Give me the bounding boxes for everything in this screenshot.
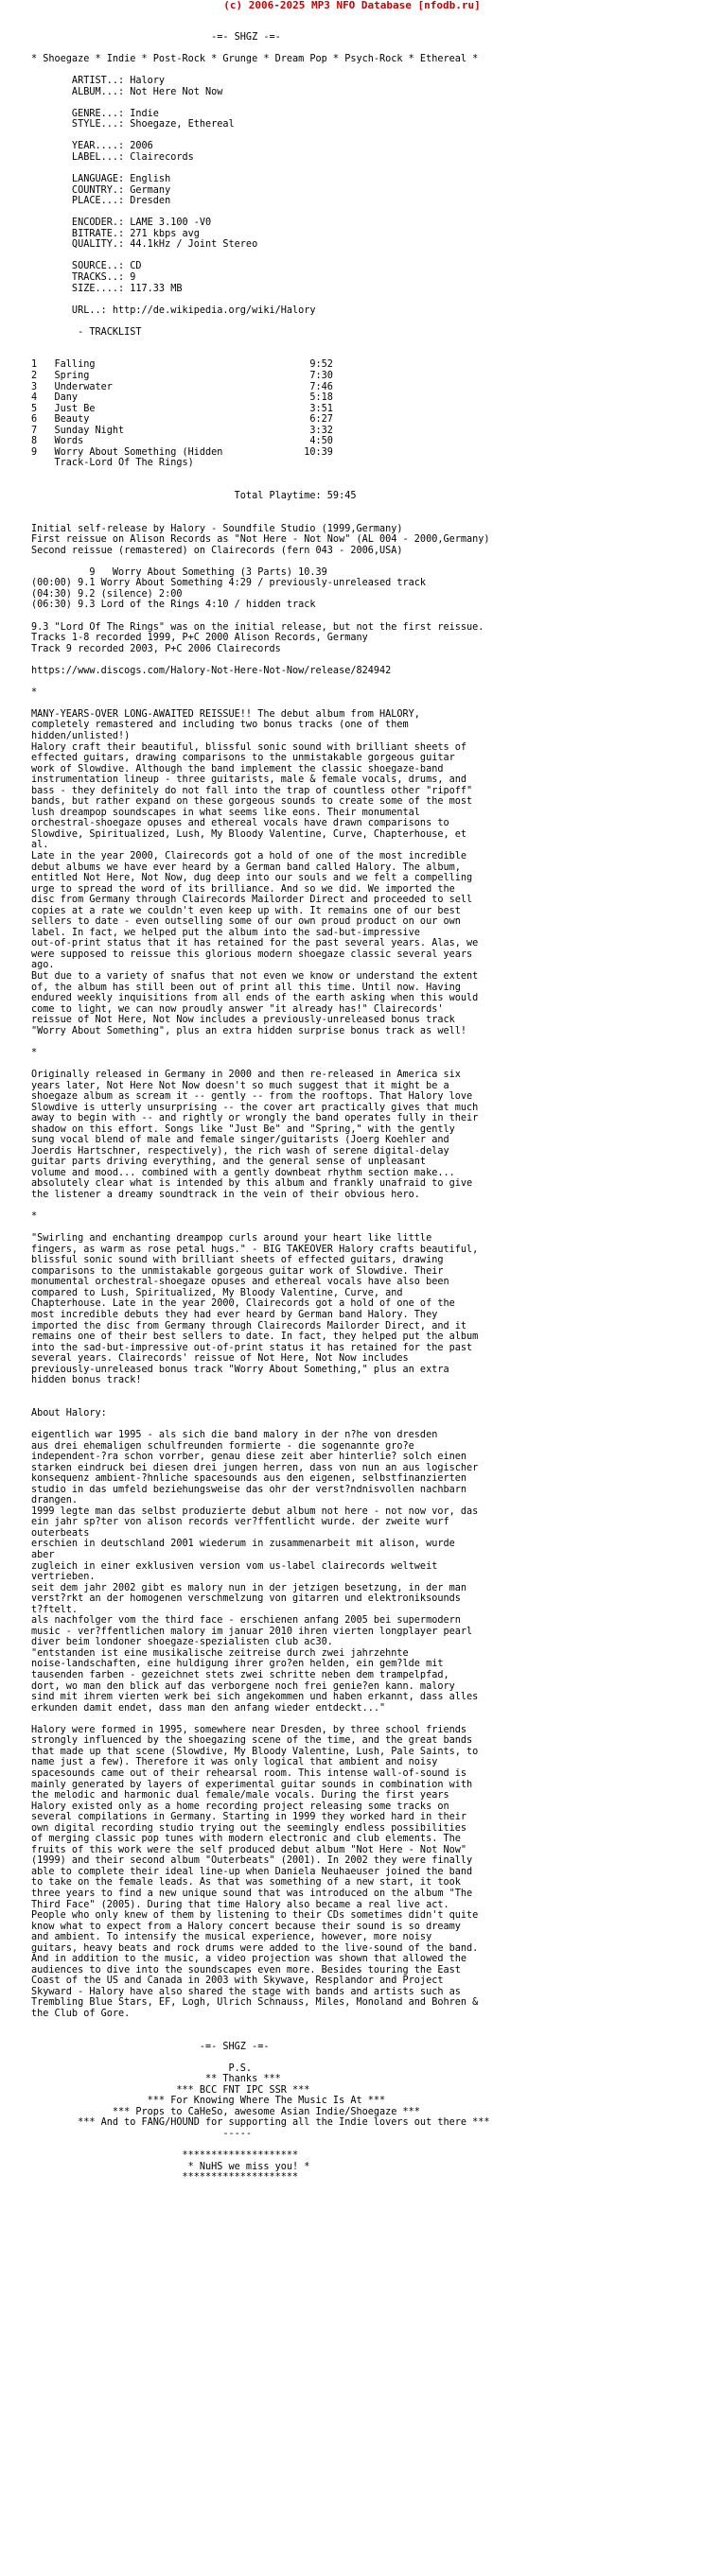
top-bar bbox=[0, 0, 704, 13]
nfo-text: -=- SHGZ -=- * Shoegaze * Indie * Post-Rock * Grunge * Dream Pop * Psych-Rock * Ethereal * ARTIST..: Halory ALBUM...: Not Here Not Now GENRE...: Indie STYLE...: Shoegaze, Ethereal YEAR....: 2006 LABEL...: Clairecords LANGUAGE: English COUNTRY.: Germany PLACE...: Dresden ENCODER.: LAME 3.100 -V0 BITRATE.: 271 kbps avg QUALITY.: 44.1kHz / Joint Stereo SOURCE..: CD TRACKS..: 9 SIZE....: 117.33 MB URL..: http://de.wikipedia.org/wiki/Halory - TRACKLIST 1 Falling 9:52 2 Spring 7:30 3 Underwater 7:46 4 Dany 5:18 5 Just Be 3:51 6 Beauty 6:27 7 Sunday Night 3:32 8 Words 4:50 9 Worry About Something (Hidden 10:39 Track-Lord Of The Rings) Total Playtime: 59:45 Initial self-release by Halory - Soundfile Studio (1999,Germany) First reissue on Alison Records as "Not Here - Not Now" (AL 004 - 2000,Germany) Second reissue (remastered) on Clairecords (fern 043 - 2006,USA) 9 Worry About Something (3 Parts) 10.39 (00:00) 9.1 Worry About Something 4:29 / previously-unreleased track (04:30) 9.2 (silence) 2:00 (06:30) 9.3 Lord of the Rings 4:10 / hidden track 9.3 "Lord Of The Rings" was on the initial release, but not the first reissue. Tracks 1-8 recorded 1999, P+C 2000 Alison Records, Germany Track 9 recorded 2003, P+C 2006 Clairecords https://www.discogs.com/Halory-Not-Here-Not-Now/release/824942 * MANY-YEARS-OVER LONG-AWAITED REISSUE!! The debut album from HALORY, completely remastered and including two bonus tracks (one of them hidden/unlisted!) Halory craft their beautiful, blissful sonic sound with brilliant sheets of effected guitars, drawing comparisons to the unmistakable gorgeous guitar work of Slowdive. Although the band implement the classic shoegaze-band instrumentation lineup - three guitarists, male & female vocals, drums, and bass - they definitely do not fall into the trap of countless other "ripoff" bands, but rather expand on these gorgeous sounds to create some of the most lush dreampop soundscapes in what seems like eons. Their monumental orchestral-shoegaze opuses and ethereal vocals have drawn comparisons to Slowdive, Spiritualized, Lush, My Bloody Valentine, Curve, Chapterhouse, et al. Late in the year 2000, Clairecords got a hold of one of the most incredible debut albums we have ever heard by a German band called Halory. The album, entitled Not Here, Not Now, dug deep into our souls and we felt a compelling urge to spread the word of its brilliance. And so we did. We imported the disc from Germany through Clairecords Mailorder Direct and proceeded to sell copies at a rate we couldn't even keep up with. It remains one of our best sellers to date - even outselling some of our own proud product on our own label. In fact, we helped put the album into the sad-but-impressive out-of-print status that it has retained for the past several years. Alas, we were supposed to reissue this glorious modern shoegaze classic several years ago. But due to a variety of snafus that not even we know or understand the extent of, the album has still been out of print all this time. Until now. Having endured weekly inquisitions from all ends of the earth asking when this would come to light, we can now proudly answer "it already has!" Clairecords' reissue of Not Here, Not Now includes a previously-unreleased bonus track "Worry About Something", plus an extra hidden surprise bonus track as well! * Originally released in Germany in 2000 and then re-released in America six years later, Not Here Not Now doesn't so much suggest that it might be a shoegaze album as scream it -- gently -- from the rooftops. That Halory love Slowdive is utterly unsurprising -- the cover art practically gives that much away to begin with -- and rightly or wrongly the band operates fully in their shadow on this effort. Songs like "Just Be" and "Spring," with the gently sung vocal blend of male and female singer/guitarists (Joerg Koehler and Joerdis Hartschner, respectively), the rich wash of serene digital-delay guitar parts driving everything, and the general sense of unpleasant volume and mood... combined with a gently downbeat rhythm section make... absolutely clear what is intended by this album and frankly unafraid to give the listener a dreamy soundtrack in the vein of their obvious hero. * "Swirling and enchanting dreampop curls around your heart like little fingers, as warm as rose petal hugs." - BIG TAKEOVER Halory crafts beautiful, blissful sonic sound with brilliant sheets of effected guitars, drawing comparisons to the unmistakable gorgeous guitar work of Slowdive. Their monumental orchestral-shoegaze opuses and ethereal vocals have also been compared to Lush, Spiritualized, My Bloody Valentine, Curve, and Chapterhouse. Late in the year 2000, Clairecords got a hold of one of the most incredible debuts they had ever heard by German band Halory. They imported the disc from Germany through Clairecords Mailorder Direct, and it remains one of their best sellers to date. In fact, they helped put the album into the sad-but-impressive out-of-print status it has retained for the past several years. Clairecords' reissue of Not Here, Not Now includes previously-unreleased bonus track "Worry About Something," plus an extra hidden bonus track! About Halory: eigentlich war 1995 - als sich die band malory in der n?he von dresden aus drei ehemaligen schulfreunden formierte - die sogenannte gro?e independent-?ra schon vorrber, genau diese zeit aber hinterlie? solch einen starken eindruck bei diesen drei jungen herren, dass von nun an aus logischer konsequenz ambient-?hnliche spacesounds aus den eigenen, selbstfinanzierten studio in das umfeld beziehungsweise das ohr der verst?ndnisvollen nachbarn drangen. 1999 legte man das selbst produzierte debut album not here - not now vor, das ein jahr sp?ter von alison records ver?ffentlicht wurde. der zweite wurf outerbeats erschien in deutschland 2001 wiederum in zusammenarbeit mit alison, wurde aber zugleich in einer exklusiven version vom us-label clairecords weltweit vertrieben. seit dem jahr 2002 gibt es malory nun in der jetzigen besetzung, in der man verst?rkt an der homogenen verschmelzung von gitarren und elektroniksounds t?ftelt. als nachfolger vom the third face - erschienen anfang 2005 bei supermodern music - ver?ffentlichen malory im januar 2010 ihren vierten longplayer pearl diver beim londoner shoegaze-spezialisten club ac30. "entstanden ist eine musikalische zeitreise durch zwei jahrzehnte noise-landschaften, eine huldigung ihrer gro?en helden, ein gem?lde mit tausenden farben - gezeichnet stets zwei schritte neben dem trampelpfad, dort, wo man den blick auf das verborgene noch frei genie?en kann. malory sind mit ihrem vierten werk bei sich angekommen und haben erkannt, dass alles erkunden damit endet, dass man den anfang wieder entdeckt..." Halory were formed in 1995, somewhere near Dresden, by three school friends strongly influenced by the shoegazing scene of the time, and the great bands that made up that scene (Slowdive, My Bloody Valentine, Lush, Pale Saints, to name just a few). Therefore it was only logical that ambient and noisy spacesounds came out of their rehearsal room. This intense wall-of-sound is mainly generated by layers of experimental guitar sounds in combination with the melodic and harmonic dual female/male vocals. During the first years Halory existed only as a home recording project releasing some tracks on several compilations in Germany. Starting in 1999 they worked hard in their own digital recording studio trying out the seemingly endless possibilities of merging classic pop tunes with modern electronic and club elements. The fruits of this work were the self produced debut album "Not Here - Not Now" (1999) and their second album "Outerbeats" (2001). In 2002 they were finally able to complete their ideal line-up when Daniela Neuhaeuser joined the band to take on the female leads. As that was something of a new start, it took three years to find a new unique sound that was introduced on the album "The Third Face" (2005). During that time Halory also became a real live act. People who only knew of them by listening to their CDs sometimes didn't quite know what to expect from a Halory concert because their sound is so dreamy and ambient. To intensify the musical experience, however, more noisy guitars, heavy beats and rock drums were added to the live-sound of the band. And in addition to the music, a video projection was shown that allowed the audiences to dive into the soundscapes even more. Besides touring the East Coast of the US and Canada in 2003 with Skywave, Resplandor and Project Skyward - Halory have also shared the stage with bands and artists such as Trembling Blue Stars, EF, Logh, Ulrich Schnauss, Miles, Monoland and Bohren & the Club of Gore. -=- SHGZ -=- P.S. ** Thanks *** *** BCC FNT IPC SSR *** *** For Knowing Where The Music Is At *** *** Props to CaHeSo, awesome Asian Indie/Shoegaze *** *** And to FANG/HOUND for supporting all the Indie lovers out there *** ----- ******************** * NuHS we miss you! * ******************** bbox=[31, 32, 490, 2184]
copyright-link[interactable]: (c) 2006-2025 MP3 NFO Database [nfodb.ru] bbox=[223, 0, 481, 11]
